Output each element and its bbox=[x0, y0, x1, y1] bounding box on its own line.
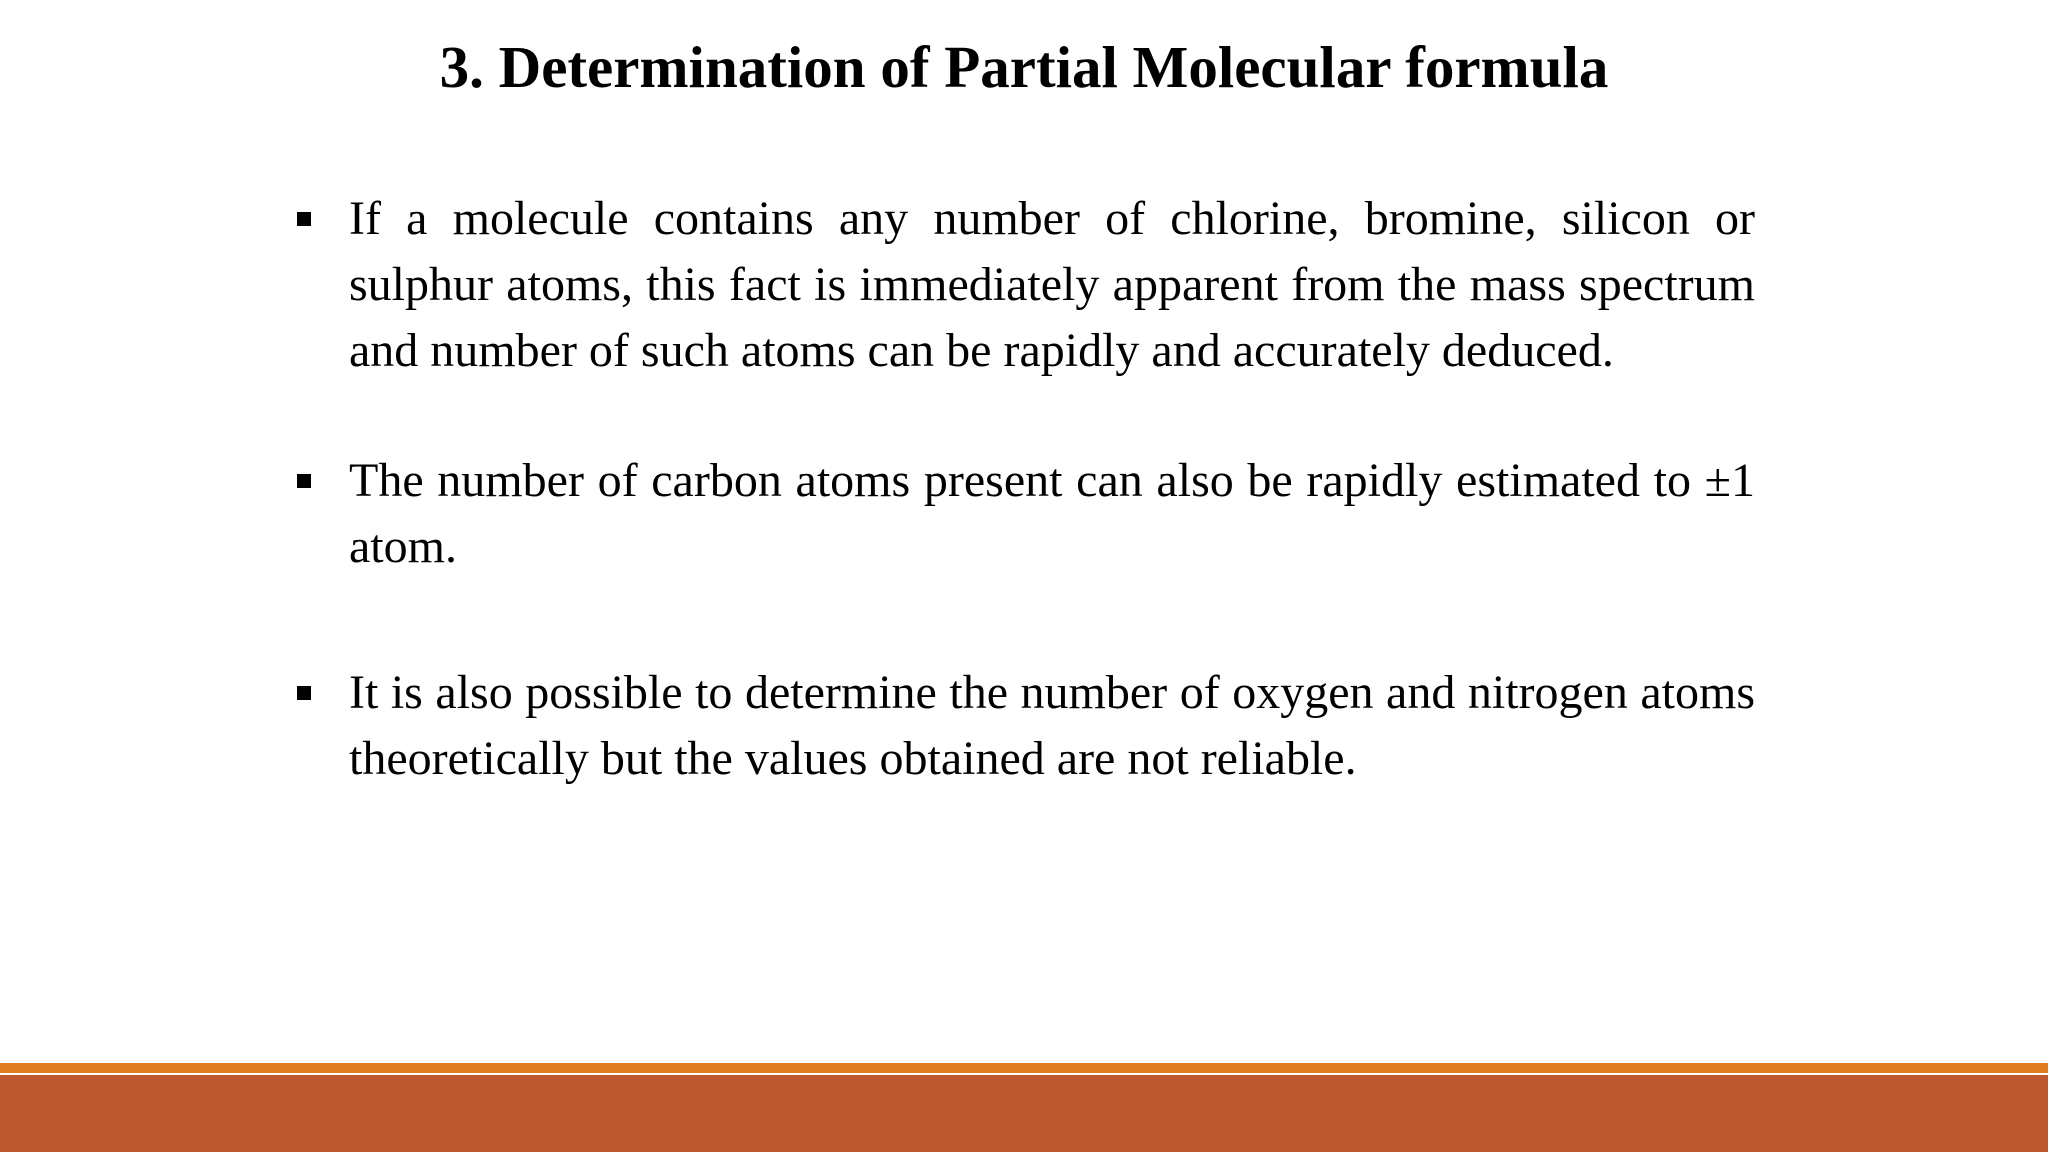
footer-band bbox=[0, 1075, 2048, 1152]
bullet-item bbox=[295, 660, 1755, 792]
slide-title: 3. Determination of Partial Molecular formula bbox=[439, 34, 1609, 100]
bullet-item bbox=[295, 186, 1755, 384]
bullet-text: It is also possible to determine the number of oxygen and nitrogen atoms theoretically but the values obtained are not reliable. bbox=[349, 666, 1755, 785]
footer-accent-stripe bbox=[0, 1063, 2048, 1073]
square-bullet-icon bbox=[297, 686, 311, 700]
bullet-item bbox=[295, 448, 1755, 580]
bullet-list bbox=[295, 186, 1755, 792]
square-bullet-icon bbox=[297, 474, 311, 488]
bullet-text: If a molecule contains any number of chlorine, bromine, silicon or sulphur atoms, this fact is immediately apparent from the mass spectrum and number of such atoms can be rapidly and accurately deduced. bbox=[349, 192, 1755, 377]
bullet-text: The number of carbon atoms present can also be rapidly estimated to ±1 atom. bbox=[349, 454, 1755, 573]
square-bullet-icon bbox=[297, 212, 311, 226]
